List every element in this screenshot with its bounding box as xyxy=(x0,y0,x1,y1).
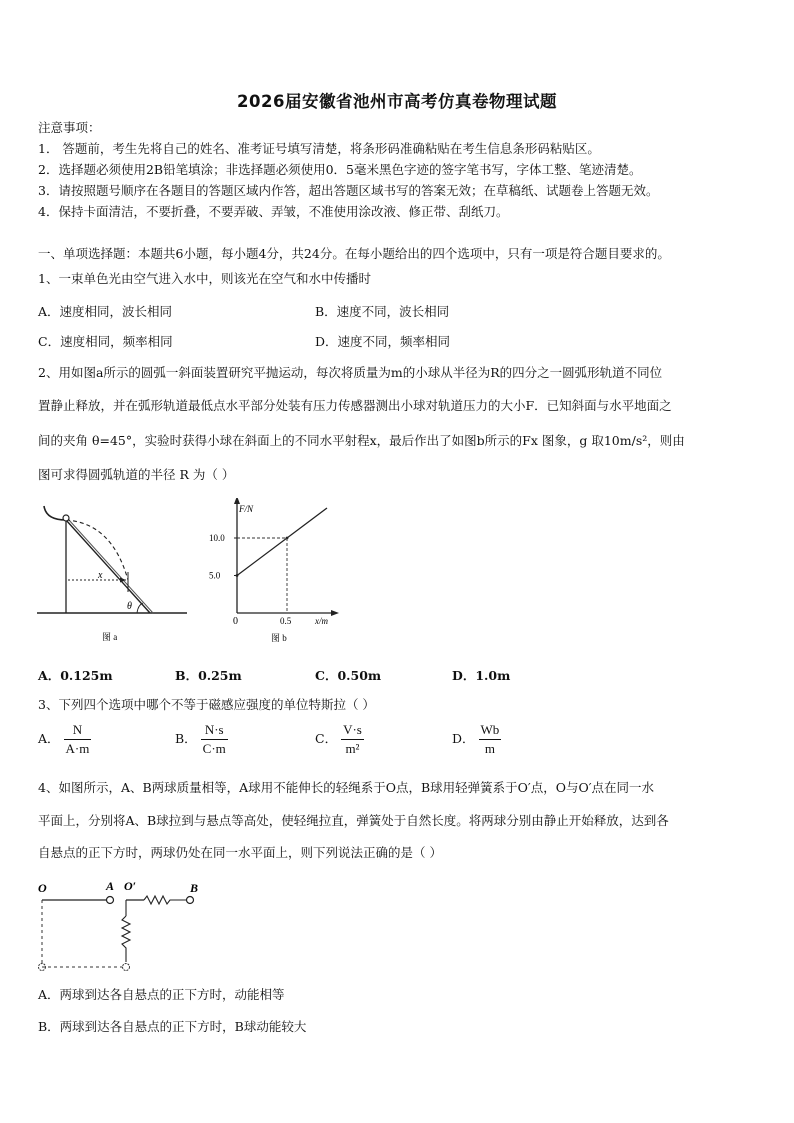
q3-option-b xyxy=(175,722,228,757)
q3-option-d-letter: D． xyxy=(452,731,475,746)
y-tick-label: 10.0 xyxy=(209,533,225,543)
q3-option-c-letter: C． xyxy=(315,731,338,746)
incline xyxy=(66,520,150,613)
q2-line-1: 2、用如图a所示的圆弧一斜面装置研究平抛运动，每次将质量为m的小球从半径为R的四分之一圆弧形轨道不同位 xyxy=(38,365,663,380)
x-axis-label: x/m xyxy=(315,616,328,626)
incline-edge xyxy=(69,520,153,613)
q4-option-a: A．两球到达各自悬点的正下方时，动能相等 xyxy=(38,987,285,1002)
q2-line-3: 间的夹角 θ=45°，实验时获得小球在斜面上的不同水平射程x，最后作出了如图b所示的Fx 图象，g 取10m/s²，则由 xyxy=(38,433,685,448)
notice-item-3: 3．请按照题号顺序在各题目的答题区域内作答，超出答题区域书写的答案无效；在草稿纸、试题卷上答题无效。 xyxy=(38,183,659,198)
y-tick-label: 5.0 xyxy=(209,570,221,581)
figure-a xyxy=(32,498,202,648)
y-axis-label: F/N xyxy=(239,504,254,514)
fraction-denominator: m² xyxy=(345,741,360,756)
q3-option-c xyxy=(315,722,364,757)
page-title: 2026届安徽省池州市高考仿真卷物理试题 xyxy=(237,92,557,111)
fraction-numerator: N xyxy=(64,722,92,740)
q2-line-4: 图可求得圆弧轨道的半径 R 为（ ） xyxy=(38,467,235,482)
caption-b: 图 b xyxy=(271,633,287,643)
q2-option-d: D．1.0m xyxy=(452,668,511,683)
q3-option-b-fraction xyxy=(201,722,228,757)
x-axis-arrow xyxy=(331,610,339,616)
q3-option-c-fraction xyxy=(341,722,364,757)
ball-A xyxy=(107,897,114,904)
q3-option-d-fraction xyxy=(479,722,502,757)
label-x: x xyxy=(98,570,103,581)
q1-option-a: A．速度相同，波长相同 xyxy=(38,304,173,319)
fraction-numerator: V·s xyxy=(341,722,364,740)
ball-B-lower xyxy=(123,964,130,971)
q3-option-d xyxy=(452,722,501,757)
q2-line-2: 置静止释放，并在弧形轨道最低点水平部分处装有压力传感器测出小球对轨道压力的大小F．已知斜面与水平地面之 xyxy=(38,398,672,413)
q2-option-c: C．0.50m xyxy=(315,668,382,683)
q4-line-1: 4、如图所示，A、B两球质量相等，A球用不能伸长的轻绳系于O点，B球用轻弹簧系于O′点，O与O′点在同一水 xyxy=(38,780,655,795)
x-tick-label: 0.5 xyxy=(280,616,292,626)
q1-option-b: B．速度不同，波长相同 xyxy=(315,304,450,319)
trajectory xyxy=(66,520,128,580)
q3-option-a xyxy=(38,722,91,757)
notice-heading: 注意事项： xyxy=(38,120,101,135)
fraction-denominator: m xyxy=(484,741,495,756)
ball xyxy=(63,515,69,521)
origin-label: 0 xyxy=(233,616,238,627)
label-A: A xyxy=(106,879,115,893)
label-Oprime: O′ xyxy=(124,879,137,893)
spring-vertical xyxy=(122,916,130,962)
figure-b-chart xyxy=(205,498,355,648)
label-theta: θ xyxy=(127,601,132,612)
q2-option-a: A．0.125m xyxy=(38,668,113,683)
fraction-numerator: Wb xyxy=(479,722,502,740)
label-O: O xyxy=(38,881,47,895)
fraction-numerator: N·s xyxy=(201,722,228,740)
spring-horizontal xyxy=(144,896,186,904)
notice-item-2: 2．选择题必须使用2B铅笔填涂；非选择题必须使用0．5毫米黑色字迹的签字笔书写，字体工整、笔迹清楚。 xyxy=(38,162,642,177)
q1-option-d: D．速度不同，频率相同 xyxy=(315,334,451,349)
caption-a: 图 a xyxy=(102,632,118,642)
section-heading: 一、单项选择题：本题共6小题，每小题4分，共24分。在每小题给出的四个选项中，只有一项是符合题目要求的。 xyxy=(38,246,670,261)
ball-B xyxy=(187,897,194,904)
q3-option-a-fraction xyxy=(64,722,92,757)
q4-option-b: B．两球到达各自悬点的正下方时，B球动能较大 xyxy=(38,1019,307,1034)
q3-stem: 3、下列四个选项中哪个不等于磁感应强度的单位特斯拉（ ） xyxy=(38,697,375,712)
q3-option-a-letter: A． xyxy=(38,731,60,746)
q4-line-3: 自悬点的正下方时，两球仍处在同一水平面上，则下列说法正确的是（ ） xyxy=(38,845,442,860)
fraction-denominator: C·m xyxy=(202,741,226,756)
notice-item-4: 4．保持卡面清洁，不要折叠，不要弄破、弄皱，不准使用涂改液、修正带、刮纸刀。 xyxy=(38,204,509,219)
figure-q4 xyxy=(32,876,222,976)
series-line xyxy=(237,508,327,576)
q1-stem: 1、一束单色光由空气进入水中，则该光在空气和水中传播时 xyxy=(38,271,371,286)
q3-option-b-letter: B． xyxy=(175,731,197,746)
label-B: B xyxy=(190,881,199,895)
fraction-denominator: A·m xyxy=(65,741,90,756)
q4-line-2: 平面上，分别将A、B球拉到与悬点等高处，使轻绳拉直，弹簧处于自然长度。将两球分别由静止开始释放，达到各 xyxy=(38,813,669,828)
q2-option-b: B．0.25m xyxy=(175,668,242,683)
notice-item-1: 1． 答题前，考生先将自己的姓名、准考证号填写清楚，将条形码准确粘贴在考生信息条形码粘贴区。 xyxy=(38,141,600,156)
q1-option-c: C．速度相同，频率相同 xyxy=(38,334,173,349)
